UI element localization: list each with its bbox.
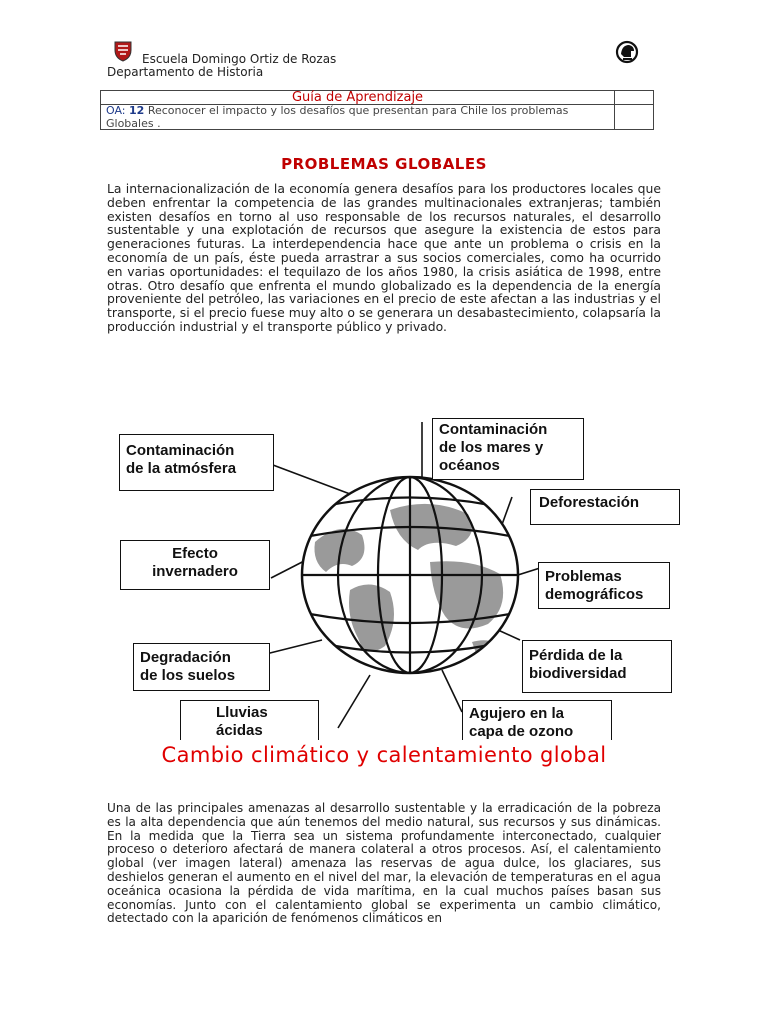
box-contaminacion-atmosfera bbox=[119, 434, 274, 491]
guide-table bbox=[100, 90, 654, 130]
school-name: Escuela Domingo Ortiz de Rozas bbox=[142, 52, 337, 66]
box-problemas-demograficos bbox=[538, 562, 670, 609]
box-line: Pérdida de la bbox=[529, 647, 623, 664]
global-problems-diagram bbox=[100, 410, 690, 740]
box-line: Lluvias bbox=[216, 704, 268, 721]
box-line: demográficos bbox=[545, 586, 644, 603]
box-line: Contaminación bbox=[439, 421, 548, 438]
box-perdida-biodiversidad bbox=[522, 640, 672, 693]
box-deforestacion bbox=[530, 489, 680, 525]
section-title: Cambio climático y calentamiento global bbox=[161, 743, 607, 767]
helmet-emblem-icon bbox=[614, 40, 640, 64]
box-agujero-ozono bbox=[462, 700, 612, 740]
main-title: PROBLEMAS GLOBALES bbox=[281, 155, 487, 173]
box-line: invernadero bbox=[152, 563, 238, 580]
department-name: Departamento de Historia bbox=[107, 65, 264, 79]
intro-paragraph: La internacionalización de la economía genera desafíos para los productores locales que deben enfrentar la competencia de las grandes multinacionales extranjeras; también existen desafíos en torno al uso responsable de los recursos naturales, el desarrollo sustentable y una explotación de recursos que asegure la existencia de estos para generaciones futuras. La interdependencia hace que ante un problema o crisis en la economía de un país, éste pueda arrastrar a sus socios comerciales, como ha ocurrido en varias oportunidades: el tequilazo de los años 1980, la crisis asiática de 1998, entre otras. Otro desafío que enfrenta el mundo globalizado es la dependencia de la energía proveniente del petróleo, las variaciones en el precio de este afectan a las industrias y el transporte, si el precio fuese muy alto o se generara un desabastecimiento, colapsaría la producción industrial y el transporte público y privado. bbox=[107, 181, 661, 334]
box-line: Degradación bbox=[140, 649, 231, 666]
box-line: Problemas bbox=[545, 568, 622, 585]
oa-text: Reconocer el impacto y los desafíos que presentan para Chile los problemas Globales . bbox=[106, 104, 569, 130]
box-line: Contaminación bbox=[126, 442, 235, 459]
box-degradacion-suelos bbox=[133, 643, 270, 691]
school-shield-icon bbox=[112, 40, 134, 62]
box-line: Agujero en la bbox=[469, 705, 565, 722]
box-line: Efecto bbox=[172, 545, 218, 562]
guide-title: Guía de Aprendizaje bbox=[291, 90, 424, 105]
box-line: capa de ozono bbox=[469, 723, 574, 740]
oa-objective bbox=[106, 105, 611, 130]
oa-label: OA: bbox=[106, 104, 126, 117]
box-line: de los suelos bbox=[140, 667, 236, 684]
box-contaminacion-mares bbox=[432, 418, 584, 480]
box-line: biodiversidad bbox=[529, 665, 627, 682]
climate-paragraph: Una de las principales amenazas al desarrollo sustentable y la erradicación de la pobreza es la alta dependencia que aún tenemos del medio natural, sus recursos y sus dinámicas. En la medida que la Tierra sea un sistema profundamente interconectado, cualquier proceso o deterioro afectará de manera colateral a otros procesos. Así, el calentamiento global (ver imagen lateral) amenaza las reservas de agua dulce, los glaciares, sus deshielos generan el aumento en el nivel del mar, la elevación de temperaturas en el agua oceánica ocasiona la pérdida de vida marítima, en la cual muchos países basan sus economías. Junto con el calentamiento global se experimenta un cambio climático, detectado con la aparición de fenómenos climáticos en bbox=[107, 801, 661, 926]
box-efecto-invernadero bbox=[120, 540, 270, 590]
box-line: océanos bbox=[439, 457, 500, 474]
box-lluvias-acidas bbox=[180, 700, 319, 740]
oa-number: 12 bbox=[129, 104, 145, 117]
box-line: ácidas bbox=[216, 722, 263, 739]
box-line: Deforestación bbox=[539, 494, 640, 511]
box-line: de los mares y bbox=[439, 439, 544, 456]
box-line: de la atmósfera bbox=[126, 460, 237, 477]
